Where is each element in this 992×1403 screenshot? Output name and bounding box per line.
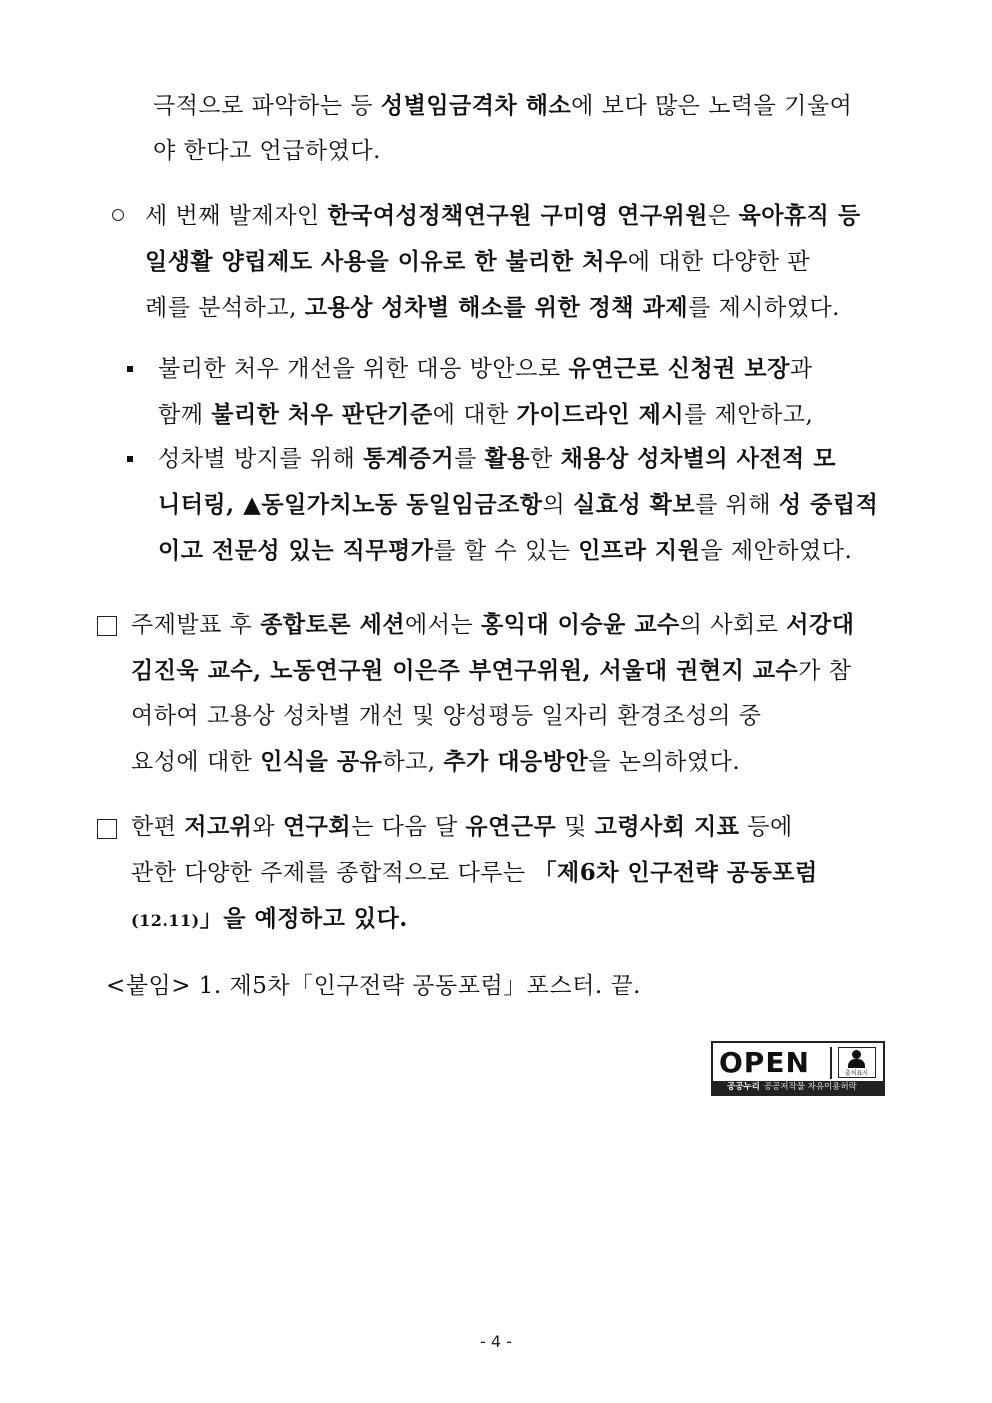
attachment-note bbox=[106, 964, 886, 1009]
text-line bbox=[131, 694, 897, 739]
bold-text-run: 통계증거 bbox=[363, 445, 455, 472]
text-run: 과 bbox=[789, 356, 813, 382]
text-line bbox=[131, 602, 897, 648]
open-logo-divider bbox=[830, 1047, 832, 1079]
open-logo-footer-text: 공공저작물 자유이용허락 bbox=[763, 1082, 857, 1092]
checkbox-square-icon bbox=[97, 819, 117, 839]
text-run: 를 할 수 있는 bbox=[433, 538, 579, 564]
bold-text-run: 저고위 bbox=[184, 813, 253, 840]
text-run: 의 사회로 bbox=[679, 612, 787, 638]
bold-text-run: 니터링, ▲동일가치노동 동일임금조항 bbox=[158, 491, 543, 518]
text-line bbox=[131, 850, 897, 896]
text-run: 여하여 고용상 성차별 개선 및 양성평등 일자리 환경조성의 중 bbox=[131, 703, 762, 729]
bold-text-run: 채용상 성차별의 사전적 모 bbox=[560, 445, 836, 472]
text-run: 에 대한 bbox=[432, 402, 517, 428]
text-run: 를 위해 bbox=[695, 492, 779, 518]
text-line bbox=[131, 896, 897, 943]
open-logo-top bbox=[713, 1043, 883, 1081]
bold-text-run: 실효성 확보 bbox=[573, 491, 696, 518]
text-run: 을 제안하였다. bbox=[700, 538, 853, 564]
page-number: - 4 - bbox=[480, 1332, 512, 1351]
bold-text-run: 「제6차 인구전략 공동포럼 bbox=[533, 859, 818, 886]
text-run: 야 한다고 언급하였다. bbox=[153, 138, 381, 164]
text-run: 가 참 bbox=[798, 658, 852, 684]
text-run: 한편 bbox=[131, 814, 185, 840]
bold-text-run: 인프라 지원 bbox=[578, 537, 701, 564]
attribution-badge bbox=[838, 1047, 876, 1078]
text-run: 에 대한 다양한 판 bbox=[627, 249, 811, 275]
bold-text-run: 활용 bbox=[484, 445, 531, 472]
attribution-badge-label: 출처표시 bbox=[844, 1070, 869, 1077]
paragraph-next-forum bbox=[131, 804, 897, 943]
text-run: 등에 bbox=[739, 814, 793, 840]
open-logo-footer-brand: 공공누리 bbox=[727, 1082, 760, 1092]
bold-text-run: 연구회 bbox=[282, 813, 352, 840]
text-run: 극적으로 파악하는 등 bbox=[153, 93, 381, 119]
open-logo-footer bbox=[713, 1081, 883, 1094]
text-run: 주제발표 후 bbox=[131, 612, 261, 638]
text-run: 을 논의하였다. bbox=[588, 749, 741, 775]
text-line bbox=[153, 83, 897, 129]
text-run: 세 번째 발제자인 bbox=[145, 203, 328, 229]
text-line bbox=[145, 239, 897, 285]
text-run: 성차별 방지를 위해 bbox=[158, 446, 364, 472]
bold-text-run: 유연근로 신청권 보장 bbox=[568, 355, 790, 382]
text-line bbox=[158, 482, 897, 528]
bold-text-run: 고용상 성차별 해소를 위한 정책 과제 bbox=[304, 294, 689, 321]
circle-bullet-icon bbox=[112, 209, 124, 221]
bold-text-run: 종합토론 세션 bbox=[260, 611, 406, 638]
text-run: 를 제시하였다. bbox=[688, 295, 840, 321]
text-line bbox=[131, 804, 897, 850]
text-run: 례를 분석하고, bbox=[145, 295, 305, 321]
square-bullet-icon bbox=[127, 456, 133, 462]
forum-closing-text: 」을 예정하고 있다. bbox=[199, 905, 408, 932]
text-run: 하고, bbox=[382, 749, 444, 775]
text-line bbox=[158, 436, 897, 482]
checkbox-square-icon bbox=[97, 616, 117, 636]
text-run: 는 다음 달 bbox=[351, 814, 466, 840]
person-icon bbox=[852, 1050, 861, 1059]
bold-text-run: 유연근무 bbox=[465, 813, 557, 840]
text-line bbox=[158, 346, 897, 392]
text-run: 불리한 처우 개선을 위한 대응 방안으로 bbox=[158, 356, 569, 382]
person-icon-body bbox=[848, 1059, 865, 1068]
text-run: 요성에 대한 bbox=[131, 749, 261, 775]
text-line bbox=[145, 193, 897, 239]
bold-text-run: 육아휴직 등 bbox=[738, 202, 861, 229]
text-run: 함께 bbox=[158, 402, 212, 428]
text-run: 를 제안하고, bbox=[684, 402, 814, 428]
text-run: 에 보다 많은 노력을 기울여 bbox=[571, 93, 853, 119]
text-run: 를 bbox=[454, 446, 485, 472]
text-line bbox=[131, 648, 897, 694]
bold-text-run: 일생활 양립제도 사용을 이유로 한 불리한 처우 bbox=[145, 248, 628, 275]
text-run: 의 bbox=[542, 492, 574, 518]
bold-text-run: 성별임금격차 해소 bbox=[380, 92, 572, 119]
paragraph-panel-discussion bbox=[131, 602, 897, 785]
text-run: 와 bbox=[252, 814, 283, 840]
square-bullet-icon bbox=[127, 366, 133, 372]
text-run: 은 bbox=[707, 203, 739, 229]
bold-text-run: 서강대 bbox=[786, 611, 855, 638]
bold-text-run: 불리한 처우 판단기준 bbox=[211, 401, 433, 428]
bold-text-run: 인식을 공유 bbox=[260, 748, 383, 775]
bold-text-run: 이고 전문성 있는 직무평가 bbox=[158, 537, 434, 564]
bold-text-run: 한국여성정책연구원 구미영 연구위원 bbox=[327, 202, 708, 229]
bold-text-run: 성 중립적 bbox=[778, 491, 879, 518]
text-line bbox=[158, 392, 897, 438]
text-line bbox=[131, 739, 897, 785]
bold-text-run: 가이드라인 제시 bbox=[516, 401, 685, 428]
bold-text-run: 김진욱 교수, 노동연구원 이은주 부연구위원, 서울대 권현지 교수 bbox=[131, 657, 799, 684]
forum-date: (12.11) bbox=[131, 911, 200, 930]
sub-bullet-discrimination-prevention bbox=[158, 436, 897, 574]
attachment-text: <붙임> 1. 제5차「인구전략 공동포럼」포스터. 끝. bbox=[106, 973, 641, 999]
text-line bbox=[145, 285, 897, 331]
paragraph-continuation bbox=[153, 83, 897, 174]
bold-text-run: 고령사회 지표 bbox=[594, 813, 740, 840]
text-run: 한 bbox=[530, 446, 561, 472]
text-run: 관한 다양한 주제를 종합적으로 다루는 bbox=[131, 860, 534, 886]
text-run: 및 bbox=[556, 814, 595, 840]
bold-text-run: 홍익대 이승윤 교수 bbox=[481, 611, 680, 638]
text-line bbox=[153, 129, 897, 174]
paragraph-third-presenter bbox=[145, 193, 897, 331]
kogl-open-logo bbox=[711, 1041, 885, 1096]
open-logo-word: OPEN bbox=[719, 1046, 810, 1079]
sub-bullet-unfair-treatment bbox=[158, 346, 897, 438]
text-run: 에서는 bbox=[405, 612, 482, 638]
text-line bbox=[158, 528, 897, 574]
bold-text-run: 추가 대응방안 bbox=[443, 748, 589, 775]
